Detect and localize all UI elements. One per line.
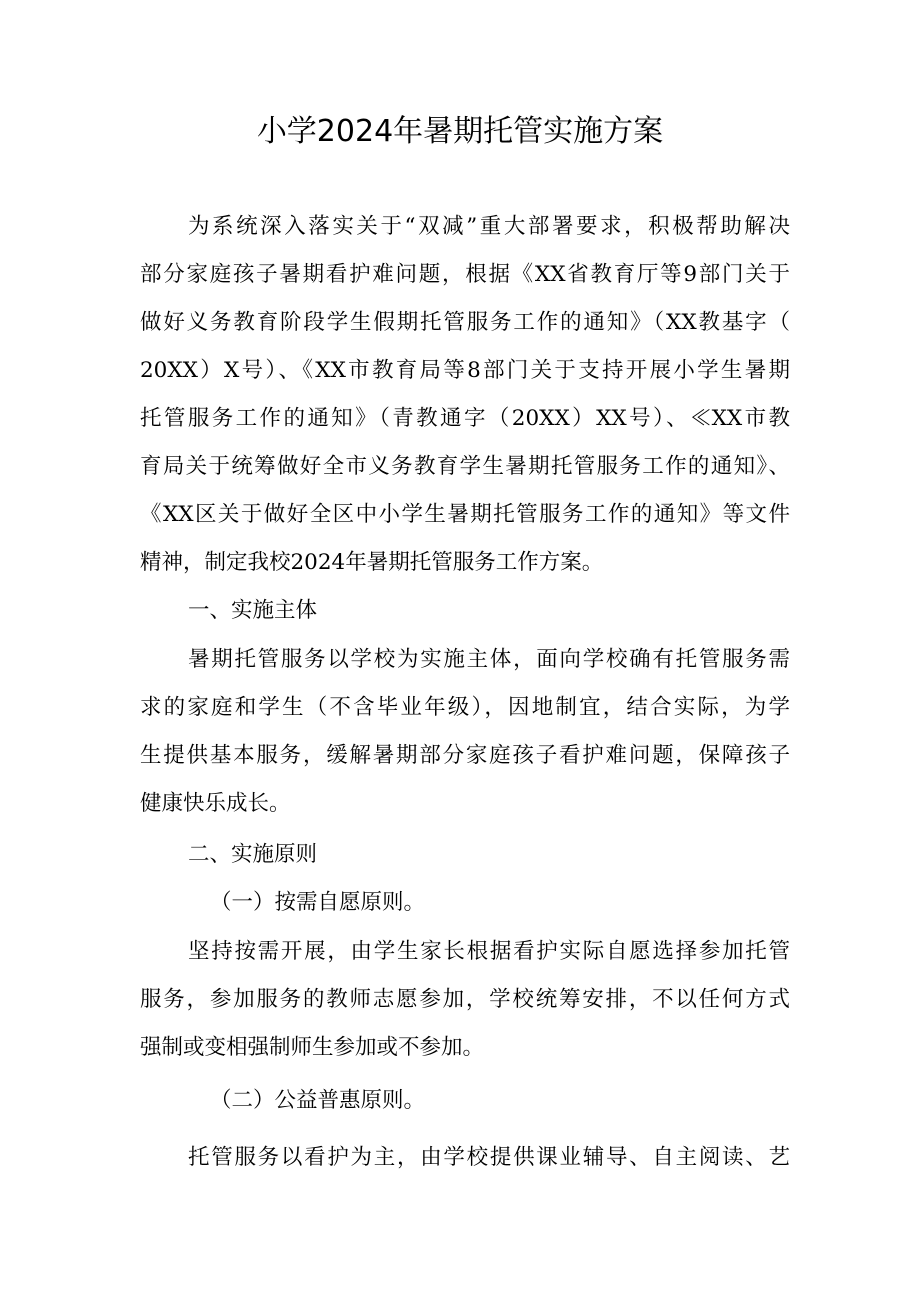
document-title: 小学2024年暑期托管实施方案 — [256, 114, 664, 149]
paragraph-line: 为系统深入落实关于“双减”重大部署要求，积极帮助解决 — [188, 214, 790, 239]
paragraph-line: 服务，参加服务的教师志愿参加，学校统筹安排，不以任何方式 — [140, 987, 790, 1012]
paragraph-line: 求的家庭和学生（不含毕业年级），因地制宜，结合实际，为学 — [140, 695, 790, 720]
paragraph-line: 《XX区关于做好全区中小学生暑期托管服务工作的通知》等文件 — [140, 502, 790, 527]
paragraph-line: 做好义务教育阶段学生假期托管服务工作的通知》（XX教基字（ — [140, 310, 790, 335]
section-heading: 一、实施主体 — [188, 598, 318, 623]
paragraph-line: 托管服务工作的通知》（青教通字（20XX）XX号）、≪XX市教 — [140, 406, 790, 431]
paragraph-line: 生提供基本服务，缓解暑期部分家庭孩子看护难问题，保障孩子 — [140, 743, 790, 768]
subsection-heading: （一）按需自愿原则。 — [210, 890, 426, 915]
paragraph-line: 坚持按需开展，由学生家长根据看护实际自愿选择参加托管 — [188, 939, 790, 964]
paragraph-line: 暑期托管服务以学校为实施主体，面向学校确有托管服务需 — [188, 647, 790, 672]
paragraph-line: 育局关于统筹做好全市义务教育学生暑期托管服务工作的通知》、 — [140, 454, 790, 479]
section-heading: 二、实施原则 — [188, 842, 318, 867]
paragraph-line: 健康快乐成长。 — [140, 791, 291, 816]
paragraph-line: 20XX）X号）、《XX市教育局等8部门关于支持开展小学生暑期 — [140, 358, 790, 383]
subsection-heading: （二）公益普惠原则。 — [210, 1088, 426, 1113]
paragraph-line: 托管服务以看护为主，由学校提供课业辅导、自主阅读、艺 — [188, 1145, 790, 1170]
paragraph-line: 精神，制定我校2024年暑期托管服务工作方案。 — [140, 550, 604, 575]
paragraph-line: 部分家庭孩子暑期看护难问题，根据《XX省教育厅等9部门关于 — [140, 262, 790, 287]
paragraph-line: 强制或变相强制师生参加或不参加。 — [140, 1035, 485, 1060]
